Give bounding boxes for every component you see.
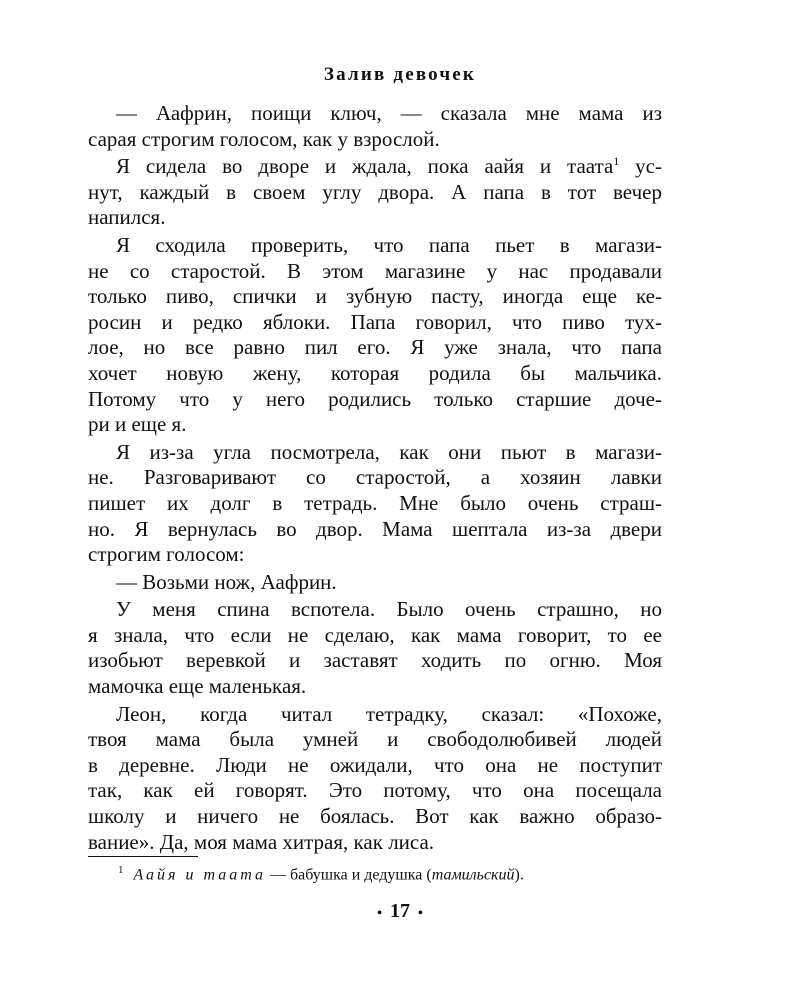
text-line-part: ус-: [635, 154, 662, 179]
footnote-term: Аайя и таата: [133, 866, 266, 884]
text-line: Леон, когда читал тетрадку, сказал: «Похоже,: [116, 701, 662, 726]
text-line-part: Я сидела во дворе и ждала, пока аайя и таата: [116, 154, 614, 179]
text-line: школу и ничего не боялась. Вот как важно образо-: [88, 804, 662, 829]
text-line: не со старостой. В этом магазине у нас продавали: [88, 258, 662, 283]
text-line: нут, каждый в своем углу двора. А папа в тот вечер: [88, 179, 662, 204]
text-line: пишет их долг в тетрадь. Мне было очень страш-: [88, 490, 662, 515]
text-line: ри и еще я.: [88, 412, 187, 437]
running-header: Залив девочек: [323, 64, 477, 85]
text-line: сарая строгим голосом, как у взрослой.: [88, 126, 440, 151]
text-line: хочет новую жену, которая родила бы мальчика.: [88, 360, 662, 385]
text-line: — Возьми нож, Аафрин.: [116, 569, 337, 594]
footnote-close: ).: [514, 866, 524, 884]
text-line: мамочка еще маленькая.: [88, 674, 307, 699]
text-line: строгим голосом:: [88, 542, 245, 567]
text-line: Я из-за угла посмотрела, как они пьют в магази-: [116, 439, 662, 464]
footnote-dash: —: [265, 866, 290, 884]
text-line: лое, но все равно пил его. Я уже знала, что папа: [88, 335, 662, 360]
text-line: Потому что у него родились только старшие доче-: [88, 386, 662, 411]
footnote-separator: [88, 856, 198, 857]
text-line: Я сходила проверить, что папа пьет в магази-: [116, 232, 662, 257]
text-line: твоя мама была умней и свободолюбивей людей: [88, 727, 662, 752]
page-number: [0, 900, 800, 923]
footnote-ref-mark: 1: [613, 154, 620, 169]
text-line: росин и редко яблоки. Папа говорил, что пиво тух-: [88, 309, 662, 334]
text-line: — Аафрин, поищи ключ, — сказала мне мама из: [116, 101, 662, 125]
footnote-language: тамильский: [431, 866, 515, 884]
footnote-definition: бабушка и дедушка (: [289, 866, 432, 884]
text-line: я знала, что если не сделаю, как мама говорит, то ее: [88, 622, 662, 647]
bullet-icon: •: [418, 906, 423, 921]
text-line: изобьют веревкой и заставят ходить по огню. Моя: [88, 648, 662, 673]
footnote: [118, 864, 524, 884]
text-line: У меня спина вспотела. Было очень страшно, но: [116, 597, 662, 622]
text-line: напился.: [88, 205, 166, 230]
text-line: вание». Да, моя мама хитрая, как лиса.: [88, 829, 435, 854]
text-line: [88, 154, 662, 180]
text-line: только пиво, спички и зубную пасту, иногда еще ке-: [88, 284, 662, 309]
text-line: но. Я вернулась во двор. Мама шептала из-за двери: [88, 516, 662, 541]
bullet-icon: •: [377, 906, 382, 921]
text-line: не. Разговаривают со старостой, а хозяин лавки: [88, 465, 662, 490]
footnote-mark: 1: [118, 864, 124, 876]
page-number-value: 17: [390, 900, 410, 922]
body-text: [88, 101, 662, 855]
text-line: в деревне. Люди не ожидали, что она не поступит: [88, 752, 662, 777]
text-line: так, как ей говорят. Это потому, что она посещала: [88, 778, 662, 803]
